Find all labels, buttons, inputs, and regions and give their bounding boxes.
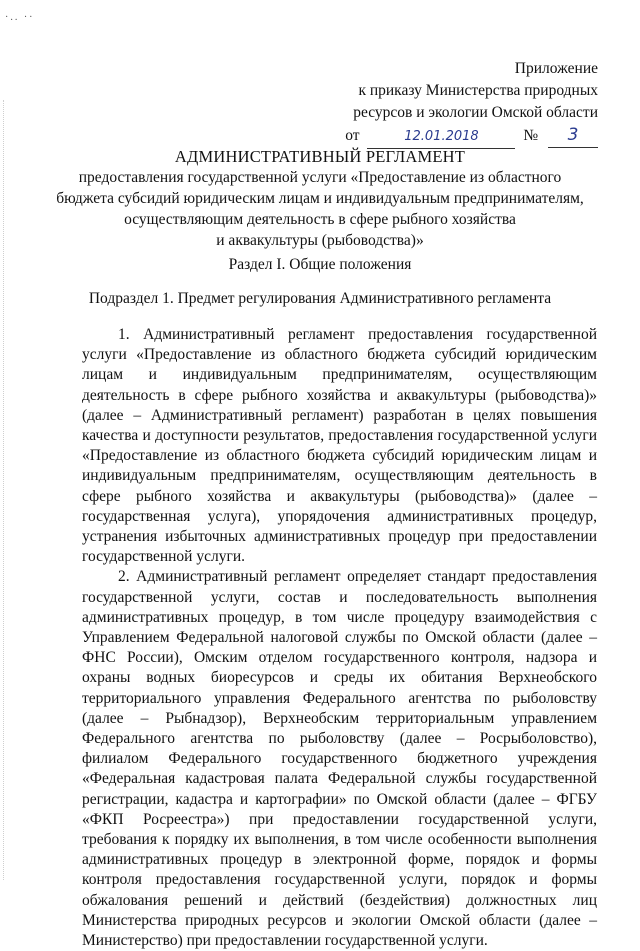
appendix-block	[345, 58, 598, 149]
number-field	[548, 124, 598, 148]
section-heading: Раздел I. Общие положения	[228, 256, 412, 273]
subtitle-line-2: бюджета субсидий юридическим лицам и индивидуальным предпринимателям,	[56, 190, 584, 207]
appendix-date-line	[345, 124, 598, 149]
document-body	[82, 325, 597, 951]
document-title: АДМИНИСТРАТИВНЫЙ РЕГЛАМЕНТ	[174, 147, 466, 166]
subsection-heading: Подраздел 1. Предмет регулирования Административного регламента	[88, 290, 552, 307]
subtitle-line-1: предоставления государственной услуги «Предоставление из областного	[78, 169, 562, 186]
scan-edge	[3, 100, 5, 880]
appendix-line-2: к приказу Министерства природных	[358, 82, 598, 99]
subtitle-line-3: осуществляющим деятельность в сфере рыбного хозяйства	[124, 211, 516, 228]
handwritten-number: 3	[567, 125, 579, 145]
paragraph-1: 1. Административный регламент предоставления государственной услуги «Предоставление из областного бюджета субсидий юридическим лицам и индивидуальным предпринимателям, осуществляющим деятельность в сфере рыбного хозяйства и аквакультуры (рыбоводства)» (далее – Административный регламент) разработан в целях повышения качества и доступности результатов, предоставления государственной услуги «Предоставление из областного бюджета субсидий юридическим лицам и индивидуальным предпринимателям, осуществляющим деятельность в сфере рыбного хозяйства и аквакультуры (рыбоводства)» (далее – государственная услуга), упорядочения административных процедур, устранения избыточных административных процедур при предоставлении государственной услуги.	[82, 326, 597, 566]
date-prefix: от	[345, 127, 360, 144]
subtitle-line-4: и аквакультуры (рыбоводства)»	[216, 232, 424, 249]
scan-specks: ·.. ··	[5, 12, 35, 23]
number-prefix: №	[523, 127, 539, 144]
handwritten-date: 12.01.2018	[404, 129, 479, 144]
paragraph-2: 2. Административный регламент определяет стандарт предоставления государственной услуги, состав и последовательность выполнения административных процедур, в том числе процедуру взаимодействия с Управлением Федеральной налоговой службы по Омской области (далее – ФНС России), Омским отделом государственного контроля, надзора и охраны водных биоресурсов и среды их обитания Верхнеобского территориального управления Федерального агентства по рыболовству (далее – Рыбнадзор), Верхнеобским территориальным управлением Федерального агентства по рыболовству (далее – Росрыболовство), филиалом Федерального государственного бюджетного учреждения «Федеральная кадастровая палата Федеральной службы государственной регистрации, кадастра и картографии» по Омской области (далее – ФГБУ «ФКП Росреестра») при предоставлении государственной услуги, требования к порядку их выполнения, в том числе особенности выполнения административных процедур в электронной форме, порядок и формы контроля предоставления государственной услуги, порядок и формы обжалования решений и действий (бездействия) должностных лиц Министерства природных ресурсов и экологии Омской области (далее – Министерство) при предоставлении государственной услуги.	[82, 568, 597, 950]
appendix-line-1: Приложение	[514, 60, 598, 77]
document-subtitle	[40, 167, 600, 251]
date-field	[367, 125, 515, 149]
appendix-line-3: ресурсов и экологии Омской области	[353, 104, 598, 121]
